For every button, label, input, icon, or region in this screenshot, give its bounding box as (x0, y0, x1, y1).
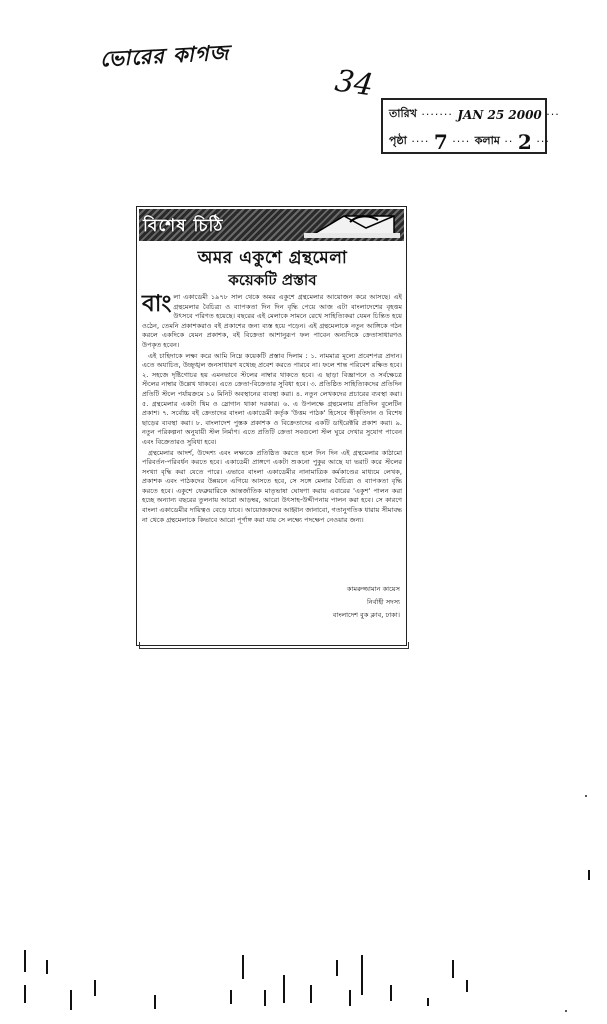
article-paragraph: বাংলা একাডেমী ১৯৭৮ সাল থেকে অমর একুশে গ্রন্থমেলার আয়োজন করে আসছে। এই গ্রন্থমেলার বৈচিত্র্য ও ব্যাপকতা দিন দিন বৃদ্ধি পেয়ে আজ এটা বাংলাদেশের বৃহত্তম উৎসবে পরিণত হয়েছে। বছরের এই মেলাকে সামনে রেখে সাহিত্যিকরা যেমন চিন্তিত হয়ে ওঠেন, তেমনি প্রকাশকরাও বই প্রকাশের জন্য ব্যস্ত হয়ে পড়েন। এই গ্রন্থমেলাকে নতুন আঙ্গিকে গঠন করলে একদিকে যেমন প্রকাশক, বই বিক্রেতা আশানুরূপ ফল পাবেন অন্যদিকে ক্রেতাসাধারণও উপকৃত হবেন। (142, 291, 402, 349)
scan-mark (390, 985, 392, 1001)
page-value: 7 (433, 129, 448, 154)
date-label: তারিখ (389, 107, 417, 120)
scan-mark (230, 990, 232, 1004)
scan-mark (361, 955, 363, 995)
date-row: তারিখ ······· JAN 25 2000 ··· (389, 105, 539, 124)
date-value: JAN 25 2000 (457, 107, 542, 122)
scan-mark (242, 955, 244, 979)
article-headline: অমর একুশে গ্রন্থমেলা (197, 248, 348, 268)
scan-mark (46, 960, 48, 974)
scan-mark (466, 980, 468, 992)
article-paragraph: গ্রন্থমেলার আদর্শ, উদ্দেশ্য এবং লক্ষ্যকে প্রতিষ্ঠিত করতে হলে দিন দিন এই গ্রন্থমেলার কাঠামো পরিবর্তন-পরিবর্ধন করতে হবে। একাডেমী প্রাঙ্গণে একটা শুকনো পুকুর আছে যা ভরাট করে স্টলের সংখ্যা বৃদ্ধি করা যেতে পারে। এভাবে বাংলা একাডেমীর নানামাত্রিক কর্মকাণ্ডের মাধ্যমে লেখক, প্রকাশক এবং পাঠকদের উন্নয়নে এগিয়ে আসতে হবে, সে সঙ্গে মেলার বৈচিত্র্য ও ব্যাপকতা বৃদ্ধি করতে হবে। একুশে ফেব্রুয়ারিকে আন্তর্জাতিক মাতৃভাষা ঘোষণা করায় এবারের 'একুশ' পালন করা হচ্ছে অন্যান্য বছরের তুলনায় আরো আড়ম্বর, আরো উৎসাহ-উদ্দীপনায় পালন করা হবে। সে কারণে বাংলা একাডেমীর দায়িত্বও বেড়ে যাবে। আয়োজকদের আহ্বান জানাবো, গতানুগতিক ধারায় সীমাবদ্ধ না থেকে গ্রন্থমেলাকে কিভাবে আরো পূর্ণাঙ্গ করা যায় সে লক্ষ্যে পদক্ষেপ নেওয়ার জন্য। (142, 448, 402, 524)
column-label: কলাম (474, 134, 500, 147)
date-stamp-box (381, 98, 560, 154)
column-header-banner (139, 209, 404, 241)
scan-mark (264, 990, 266, 1006)
signature-title: নির্বাহী সদস্য (367, 598, 400, 606)
page-column-row: পৃষ্ঠা ···· 7 ···· কলাম ·· 2 ··· (389, 129, 550, 154)
scan-mark (24, 950, 26, 972)
article-paragraph: এই চাহিদাকে লক্ষ্য করে আমি নিম্নে কয়েকটি প্রস্তাব দিলাম : ১. নামমাত্র মূল্যে প্রবেশপত্র প্রদান। এতে অযাচিত, উচ্ছৃঙ্খল জনসাধারণ যথেচ্ছ প্রবেশ করতে পারবে না। ফলে শান্ত পরিবেশ রক্ষিত হবে। ২. সহজে দৃষ্টিগোচর হয় এমনভাবে স্টলের নাম্বার থাকতে হবে। এ ছাড়া বিজ্ঞাপনে ও সর্বক্ষেত্রে স্টলের নাম্বার উল্লেখ থাকবে। এতে ক্রেতা-বিক্রেতার সুবিধা হবে। ৩. প্রতিষ্ঠিত সাহিত্যিকদের প্রতিদিন প্রতিটি স্টলে পর্যায়ক্রমে ১০ মিনিট অবস্থানের ব্যবস্থা করা। ৪. নতুন লেখকদের প্রচারের ব্যবস্থা করা। ৫. গ্রন্থমেলার একটা থিম ও স্লোগান থাকা দরকার। ৬. এ উপলক্ষে গ্রন্থমেলায় প্রতিদিন বুলেটিন প্রকাশ। ৭. সর্বোচ্চ বই ক্রেতাদের বাংলা একাডেমী কর্তৃক 'উত্তম পাঠক' হিসেবে স্বীকৃতিদান ও বিশেষ ছাড়ের ব্যবস্থা করা। ৮. বাংলাদেশ পুস্তক প্রকাশক ও বিক্রেতাদের একটি ডাইরেক্টরি প্রকাশ করা। ৯. নতুন পরিকল্পনা অনুযায়ী স্টল নির্মাণ। এতে প্রতিটি ক্রেতা সবগুলো স্টল ঘুরে দেখার সুযোগ পাবেন এবং বিক্রেতারও সুবিধা হবে। (142, 351, 402, 446)
signature-organization: বাংলাদেশ বুক ক্লাব, ঢাকা। (332, 611, 400, 619)
scan-speck (585, 795, 587, 797)
scan-mark (70, 990, 72, 1010)
scan-mark (283, 975, 285, 1003)
signature-name: কামরুজ্জামান কায়েস (346, 585, 400, 593)
scan-mark (336, 960, 338, 976)
column-value: 2 (517, 129, 532, 154)
scan-mark (94, 980, 96, 996)
column-name: বিশেষ চিঠি (143, 216, 224, 236)
scan-mark (427, 998, 429, 1006)
scan-mark (154, 995, 156, 1009)
scan-speck (565, 1010, 567, 1012)
article-body (142, 293, 402, 526)
scan-mark (349, 990, 351, 1006)
article-subheadline: কয়েকটি প্রস্তাব (228, 271, 317, 289)
newspaper-clipping (136, 206, 407, 646)
scan-mark (310, 985, 312, 1003)
handwritten-newspaper-name: ভোরের কাগজ (99, 40, 230, 72)
scan-mark (588, 870, 590, 880)
scan-mark (452, 960, 454, 978)
letter-envelope-icon (304, 212, 400, 238)
letter-signature (250, 583, 400, 622)
drop-cap: বাং (142, 291, 172, 317)
scan-mark (24, 985, 26, 1003)
handwritten-page-number: 34 (332, 63, 376, 104)
page-label: পৃষ্ঠা (389, 134, 407, 147)
clipping-edge-shadow (139, 642, 409, 649)
